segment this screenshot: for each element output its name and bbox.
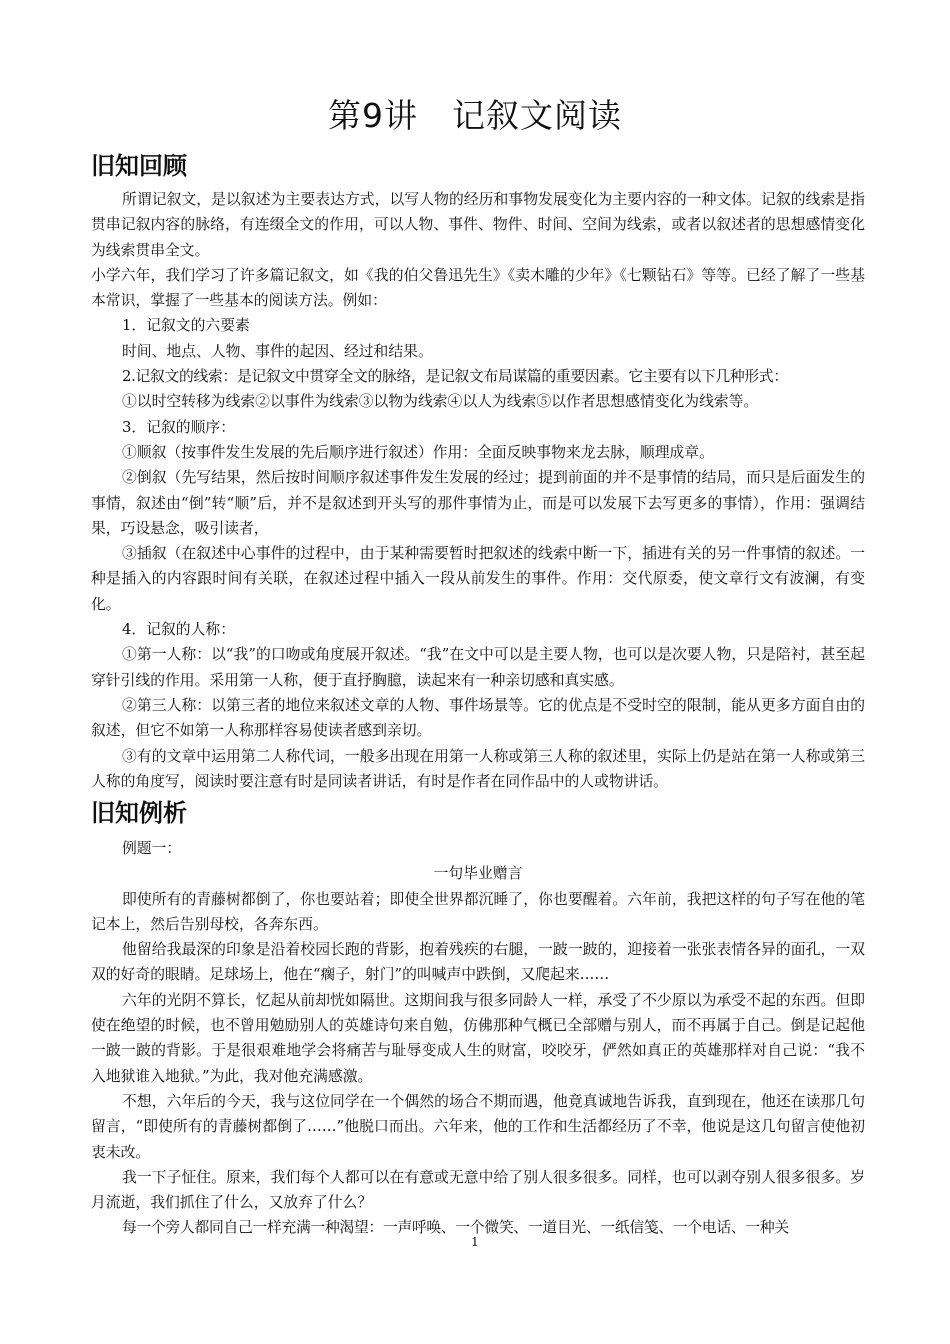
- page-number: 1: [471, 1235, 479, 1249]
- list-item: ①顺叙（按事件发生发展的先后顺序进行叙述）作用：全面反映事物来龙去脉，顺理成章。: [122, 443, 714, 461]
- lesson-topic: 记叙文阅读: [452, 96, 622, 135]
- article-paragraph: 每一个旁人都同自己一样充满一种渴望：一声呼唤、一个微笑、一道目光、一纸信笺、一个电话、一种关: [122, 1219, 789, 1237]
- paragraph: 小学六年，我们学习了许多篇记叙文，如《我的伯父鲁迅先生》《卖木雕的少年》《七颗钻石》等等。已经了解了一些基本常识，掌握了一些基本的阅读方法。例如：: [91, 266, 865, 310]
- list-item: 时间、地点、人物、事件的起因、经过和结果。: [122, 342, 433, 360]
- list-item: 4．记叙的人称：: [122, 621, 235, 639]
- lesson-number: 第9讲: [328, 96, 418, 135]
- section-review-body: [91, 187, 865, 794]
- list-item: 2.记叙文的线索：是记叙文中贯穿全文的脉络，是记叙文布局谋篇的重要因素。它主要有以下几种形式：: [122, 368, 788, 386]
- list-item: ③插叙（在叙述中心事件的过程中，由于某种需要暂时把叙述的线索中断一下，插进有关的另一件事情的叙述。一种是插入的内容跟时间有关联，在叙述过程中插入一段从前发生的事件。作用：交代原委，使文章行文有波澜，有变化。: [91, 545, 865, 613]
- list-item: 3．记叙的顺序：: [122, 418, 235, 436]
- article-paragraph: 他留给我最深的印象是沿着校园长跑的背影，抱着残疾的右腿，一跛一跛的，迎接着一张张表情各异的面孔，一双双的好奇的眼睛。足球场上，他在“瘸子，射门”的叫喊声中跌倒，又爬起来……: [91, 941, 865, 984]
- section-heading-example: 旧知例析: [91, 799, 187, 827]
- section-example-body: [91, 836, 865, 1241]
- document-title: [0, 92, 950, 140]
- section-heading-review: 旧知回顾: [91, 152, 187, 180]
- article-paragraph: 我一下子怔住。原来，我们每个人都可以在有意或无意中给了别人很多很多。同样，也可以剥夺别人很多很多。岁月流逝，我们抓住了什么，又放弃了什么？: [91, 1168, 865, 1212]
- list-item: ①第一人称：以“我”的口吻或角度展开叙述。“我”在文中可以是主要人物，也可以是次要人物，只是陪衬，甚至起穿针引线的作用。采用第一人称，便于直抒胸臆，读起来有一种亲切感和真实感。: [91, 646, 865, 689]
- article-title: 一句毕业赠言: [433, 865, 523, 883]
- article-paragraph: 六年的光阴不算长，忆起从前却恍如隔世。这期间我与很多同龄人一样，承受了不少原以为承受不起的东西。但即使在绝望的时候，也不曾用勉励别人的英雄诗句来自勉，仿佛那种气概已全部赠与别人，而不再属于自己。倒是记起他一跛一跛的背影。于是很艰难地学会将痛苦与耻辱变成人生的财富，咬咬牙，俨然如真正的英雄那样对自己说：“我不入地狱谁入地狱。”为此，我对他充满感激。: [91, 991, 865, 1085]
- paragraph: 所谓记叙文，是以叙述为主要表达方式，以写人物的经历和事物发展变化为主要内容的一种文体。记叙的线索是指贯串记叙内容的脉络，有连缀全文的作用，可以人物、事件、物件、时间、空间为线索，或者以叙述者的思想感情变化为线索贯串全文。: [91, 191, 865, 259]
- list-item: ③有的文章中运用第二人称代词，一般多出现在用第一人称或第三人称的叙述里，实际上仍是站在第一人称或第三人称的角度写，阅读时要注意有时是同读者讲话，有时是作者在同作品中的人或物讲话。: [91, 747, 865, 790]
- list-item: ②倒叙（先写结果，然后按时间顺序叙述事件发生发展的经过；提到前面的并不是事情的结局，而只是后面发生的事情，叙述由“倒”转“顺”后，并不是叙述到开头写的那件事情为止，而是可以发展下去写更多的事情），作用：强调结果，巧设悬念，吸引读者，: [91, 469, 865, 537]
- example-label: 例题一：: [122, 840, 182, 857]
- article-paragraph: 即使所有的青藤树都倒了，你也要站着；即使全世界都沉睡了，你也要醒着。六年前，我把这样的句子写在他的笔记本上，然后告别母校，各奔东西。: [91, 890, 865, 933]
- list-item: ①以时空转移为线索②以事件为线索③以物为线索④以人为线索⑤以作者思想感情变化为线索等。: [122, 393, 759, 411]
- list-item: 1．记叙文的六要素: [122, 317, 250, 335]
- article-paragraph: 不想，六年后的今天，我与这位同学在一个偶然的场合不期而遇，他竟真诚地告诉我，直到现在，他还在读那几句留言，“即使所有的青藤树都倒了……”他脱口而出。六年来，他的工作和生活都经历了不幸，他说是这几句留言使他初衷未改。: [91, 1092, 865, 1161]
- list-item: ②第三人称：以第三者的地位来叙述文章的人物、事件场景等。它的优点是不受时空的限制，能从更多方面自由的叙述，但它不如第一人称那样容易使读者感到亲切。: [91, 696, 865, 740]
